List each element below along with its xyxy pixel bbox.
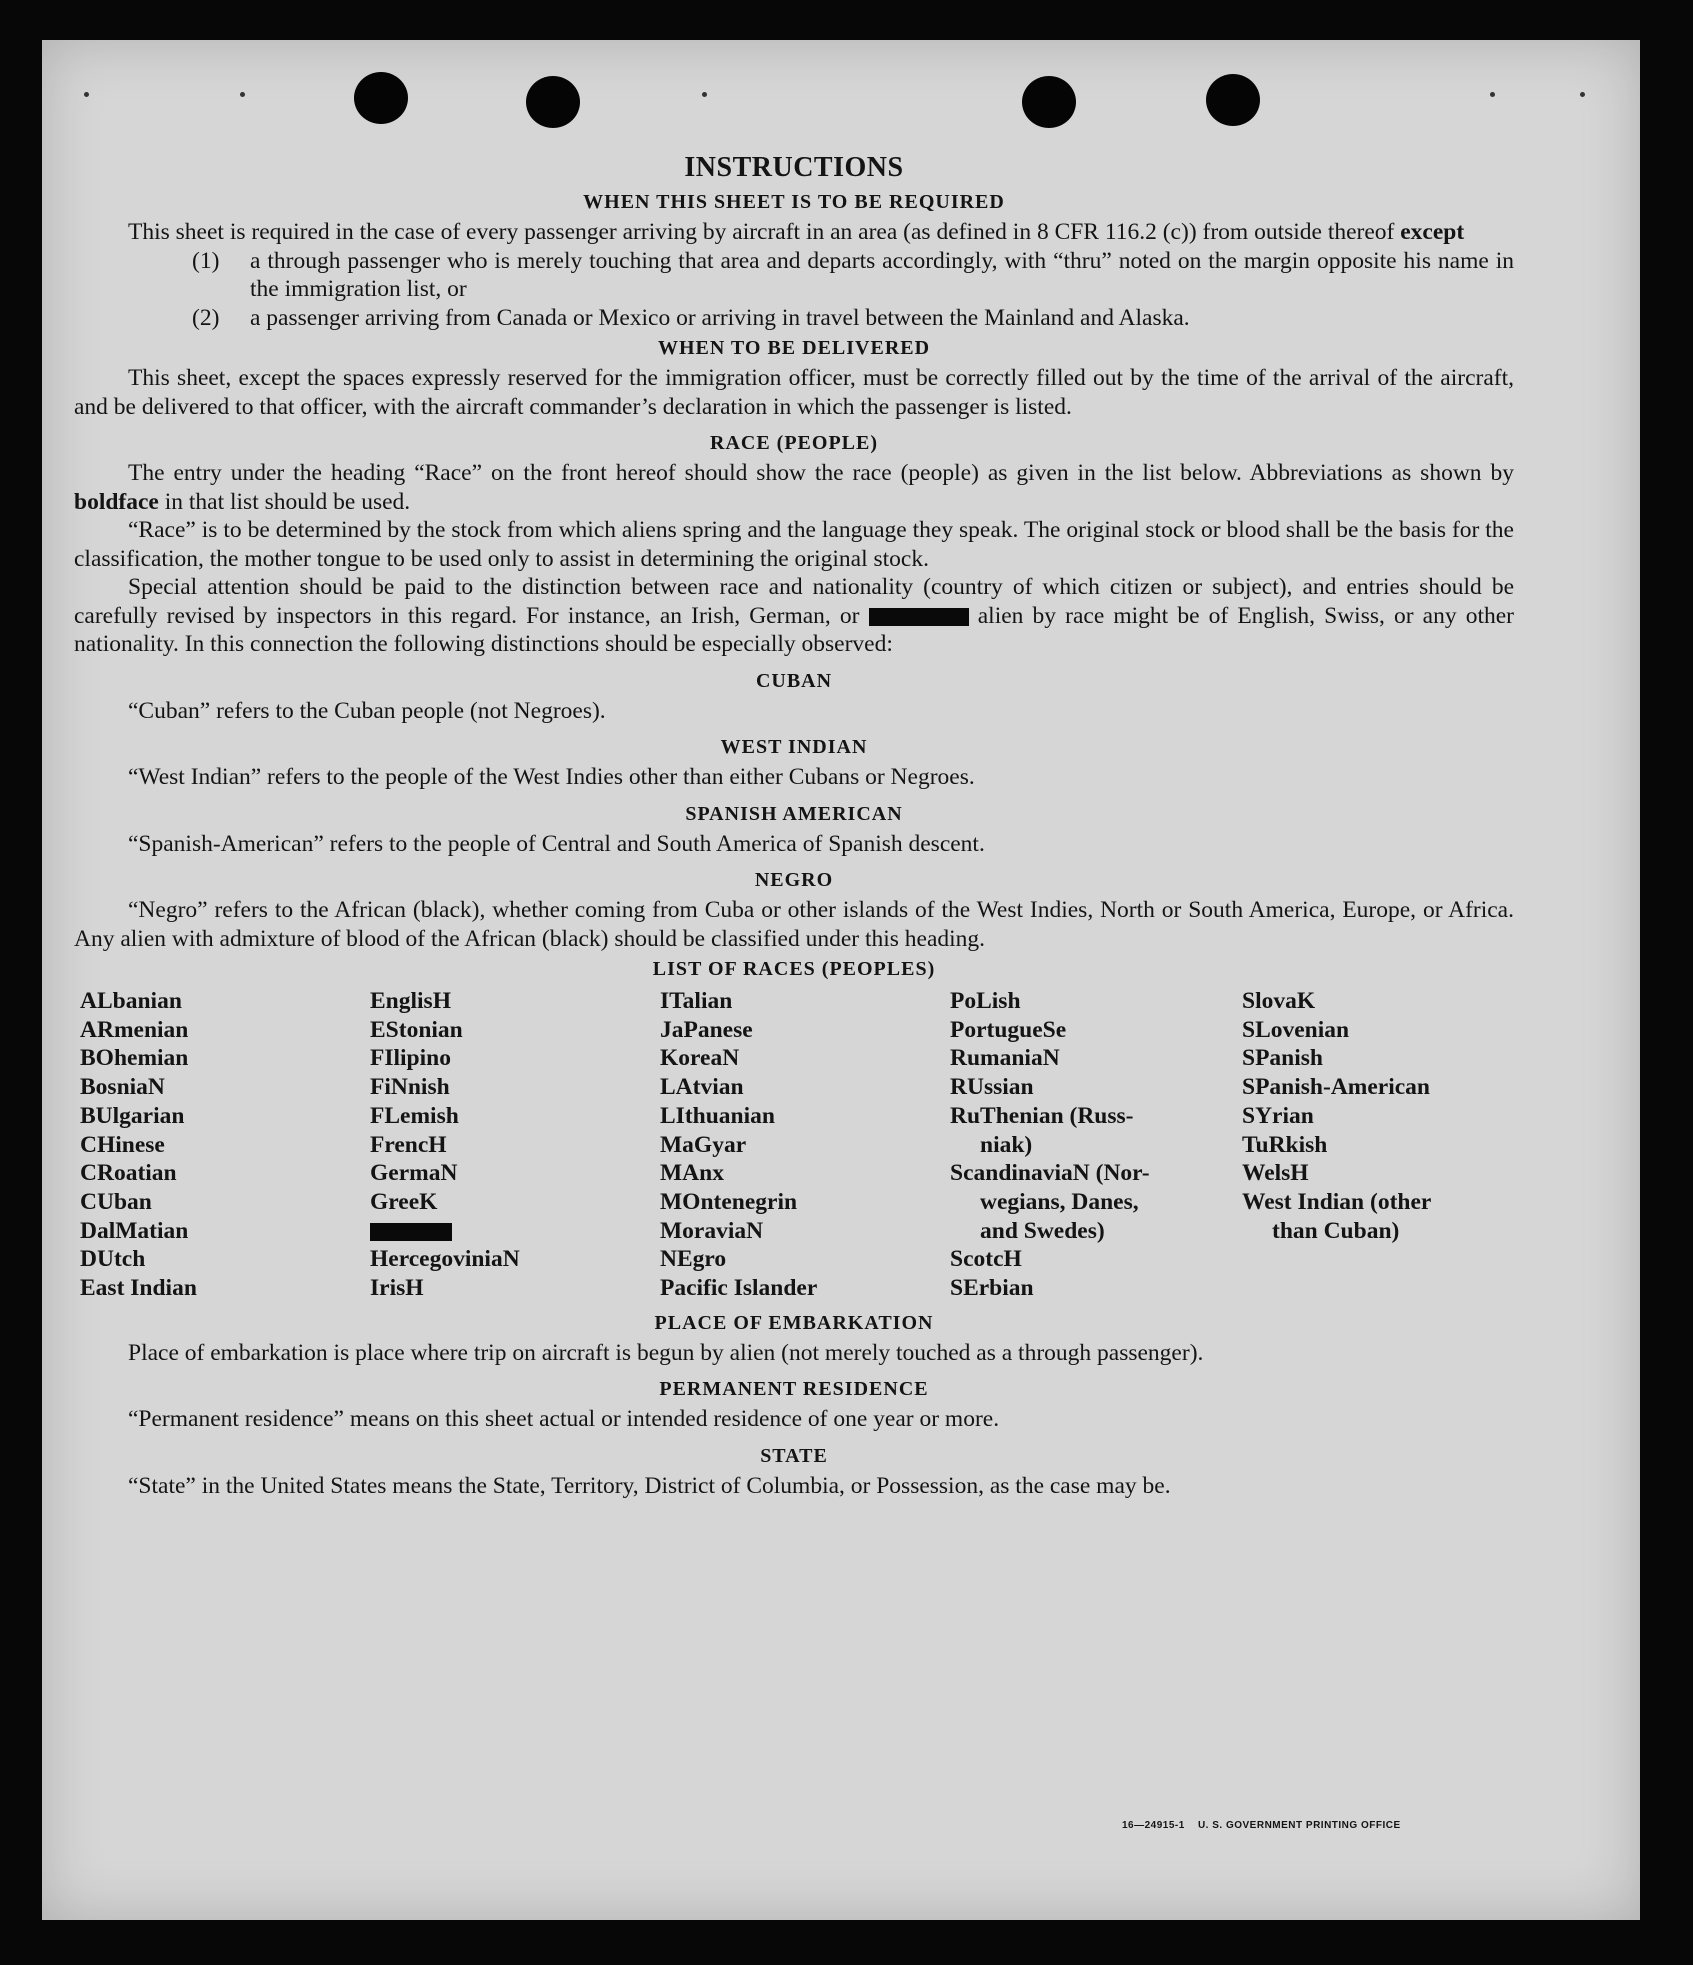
section-heading: WHEN THIS SHEET IS TO BE REQUIRED [583,191,1005,213]
race-item: West Indian (other [1242,1188,1432,1215]
punch-hole [1206,74,1260,126]
race-column [370,987,660,1303]
paragraph: Place of embarkation is place where trip on aircraft is begun by alien (not merely touched as a through passenger). [128,1339,1204,1366]
redaction-mark [869,608,969,626]
race-item-redacted [370,1217,660,1246]
race-item: GreeK [370,1188,438,1215]
race-item: ALbanian [80,988,182,1014]
race-item: RumaniaN [950,1045,1060,1072]
race-item: RUssian [950,1074,1034,1101]
race-item: TuRkish [1242,1131,1328,1158]
paragraph: The entry under the heading “Race” on the front hereof should show the race (people) as given in the list below. Abbreviations as shown by boldface in that list should be used. [74,460,1514,515]
section-heading: PERMANENT RESIDENCE [659,1378,929,1401]
race-item: BosniaN [80,1074,165,1101]
race-item: FiNnish [370,1074,450,1101]
race-item: SYrian [1242,1102,1314,1129]
section-heading: WHEN TO BE DELIVERED [657,337,931,359]
race-item: SLovenian [1242,1016,1350,1043]
paragraph: “Permanent residence” means on this sheet actual or intended residence of one year or more. [128,1406,1000,1433]
section-heading: CUBAN [755,669,833,692]
race-item: LAtvian [660,1074,744,1101]
speck [1490,92,1495,97]
race-item: DalMatian [80,1217,189,1244]
race-item: MoraviaN [660,1217,764,1244]
instructions-body [74,150,1514,1500]
race-item: SErbian [950,1275,1034,1302]
race-item: LIthuanian [660,1102,775,1129]
race-item: ScandinaviaN (Nor- [950,1160,1150,1187]
race-item: East Indian [80,1275,197,1302]
race-item: JaPanese [660,1016,753,1043]
race-item: NEgro [660,1246,727,1273]
paragraph: This sheet is required in the case of every passenger arriving by aircraft in an area (as defined in 8 CFR 116.2 (c)) from outside thereof except [128,219,1465,245]
section-heading: LIST OF RACES (PEOPLES) [652,958,936,980]
race-item: than Cuban) [1272,1217,1400,1244]
speck [702,92,707,97]
race-item: FrencH [370,1131,447,1158]
section-heading: WEST INDIAN [720,736,868,758]
paragraph: This sheet, except the spaces expressly reserved for the immigration officer, must be correctly filled out by the time of the arrival of the aircraft, and be delivered to that officer, with the aircraft commander’s declaration in which the passenger is listed. [74,365,1514,420]
paragraph: “Spanish-American” refers to the people of Central and South America of Spanish descent. [128,830,985,857]
section-heading: RACE (PEOPLE) [710,432,878,454]
race-item: FIlipino [370,1045,451,1072]
print-code: 16—24915-1 U. S. GOVERNMENT PRINTING OFFICE [1122,1820,1401,1831]
paragraph: “Negro” refers to the African (black), whether coming from Cuba or other islands of the West Indies, North or South America, Europe, or Africa. Any alien with admixture of blood of the African (black) should be classified under this heading. [74,897,1514,952]
race-item: niak) [980,1131,1033,1158]
section-heading: PLACE OF EMBARKATION [654,1311,934,1334]
paragraph: “State” in the United States means the State, Territory, District of Columbia, or Possession, as the case may be. [128,1472,1171,1499]
race-item: SlovaK [1242,988,1316,1014]
race-item: SPanish [1242,1045,1323,1072]
speck [84,92,89,97]
section-heading: SPANISH AMERICAN [685,802,903,825]
speck [1580,92,1585,97]
paragraph: Special attention should be paid to the distinction between race and nationality (country of which citizen or subject), and entries should be carefully revised by inspectors in this regard. For instance, an Irish, German, or alien by race might be of English, Swiss, or any other nationality. In this connection the following distinctions should be especially observed: [74,574,1515,657]
race-item: GermaN [370,1160,458,1187]
race-item: EnglisH [370,988,451,1014]
race-item: KoreaN [660,1045,740,1072]
paragraph: “West Indian” refers to the people of the West Indies other than either Cubans or Negroes. [128,764,975,790]
race-item: EStonian [370,1016,463,1043]
race-column [950,987,1242,1303]
race-item: WelsH [1242,1160,1309,1187]
list-item: (1) a through passenger who is merely touching that area and departs accordingly, with “thru” noted on the margin opposite his name in the immigration list, or [192,247,1514,302]
race-item: DUtch [80,1246,146,1273]
document-sheet [42,40,1640,1920]
punch-hole [526,76,580,128]
paragraph: “Race” is to be determined by the stock from which aliens spring and the language they speak. The original stock or blood shall be the basis for the classification, the mother tongue to be used only to assist in determining the original stock. [74,517,1514,572]
race-item: ITalian [660,988,733,1014]
speck [240,92,245,97]
race-item: CUban [80,1188,152,1215]
race-item: IrisH [370,1275,424,1302]
list-item: (2) a passenger arriving from Canada or Mexico or arriving in travel between the Mainland and Alaska. [192,304,1190,331]
race-item: PoLish [950,988,1021,1014]
race-item: BUlgarian [80,1102,185,1129]
race-item: wegians, Danes, [980,1188,1139,1215]
section-heading: NEGRO [754,869,834,891]
race-item: CHinese [80,1131,165,1158]
race-item: ARmenian [80,1016,189,1043]
race-item: FLemish [370,1102,459,1129]
race-item: PortugueSe [950,1016,1067,1043]
race-item: MaGyar [660,1131,747,1158]
race-item: RuThenian (Russ- [950,1102,1134,1129]
punch-hole [1022,76,1076,128]
race-item: Pacific Islander [660,1275,818,1302]
redaction-mark [370,1223,452,1241]
race-column [80,987,370,1303]
race-item: BOhemian [80,1045,189,1072]
race-item: CRoatian [80,1160,177,1187]
race-column [660,987,950,1303]
race-item: and Swedes) [980,1217,1105,1244]
section-heading: STATE [760,1444,828,1467]
race-item: HercegoviniaN [370,1246,520,1273]
race-column [1242,987,1502,1303]
race-item: MAnx [660,1160,724,1187]
race-item: MOntenegrin [660,1188,798,1215]
race-item: ScotcH [950,1246,1022,1273]
race-list [80,987,1514,1303]
race-item: SPanish-American [1242,1074,1430,1101]
page-title: INSTRUCTIONS [684,152,904,183]
punch-hole [354,72,408,124]
paragraph: “Cuban” refers to the Cuban people (not Negroes). [128,697,606,724]
